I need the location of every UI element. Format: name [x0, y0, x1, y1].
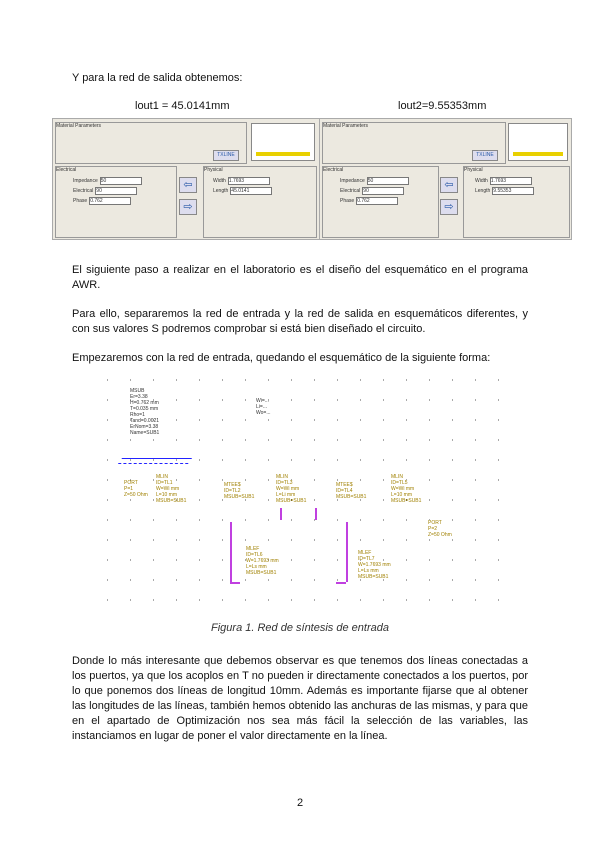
group-title: Material Parameters [323, 123, 369, 129]
field-label: Width [213, 178, 226, 184]
txline-dialog-left [52, 118, 320, 240]
intro-text: Y para la red de salida obtenemos: [72, 72, 243, 84]
schematic-figure [96, 370, 510, 610]
tl3-label: MLIN ID=TL3 W=Wi mm L=Li mm MSUB=SUB1 [276, 474, 307, 504]
field-label: Impedance [340, 178, 365, 184]
electrical-input[interactable]: 90 [95, 187, 137, 195]
page-number: 2 [296, 797, 304, 809]
arrow-left-button[interactable]: ⇦ [179, 177, 197, 193]
substrate-icon [118, 458, 192, 464]
field-label: Phase [73, 198, 88, 204]
stub2-end [336, 582, 346, 584]
field-label: Length [475, 188, 491, 194]
width-input[interactable]: 1.7693 [490, 177, 532, 185]
arrow-left-button[interactable]: ⇦ [440, 177, 458, 193]
width-input[interactable]: 1.7693 [228, 177, 270, 185]
length-input[interactable]: 9.55353 [492, 187, 534, 195]
impedance-input[interactable]: 50 [367, 177, 409, 185]
tee1-label: MTEE$ ID=TL2 MSUB=SUB1 [224, 482, 255, 500]
port1-label: PORT P=1 Z=50 Ohm [124, 480, 148, 498]
stub1-label: MLEF ID=TL6 W=1.7693 mm L=Ls mm MSUB=SUB1 [246, 546, 279, 576]
phase-input[interactable]: 0.762 [89, 197, 131, 205]
phase-input[interactable]: 0.762 [356, 197, 398, 205]
figure-caption: Figura 1. Red de síntesis de entrada [211, 622, 389, 634]
arrow-right-button[interactable]: ⇨ [179, 199, 197, 215]
group-title: Physical [464, 167, 483, 173]
field-label: Phase [340, 198, 355, 204]
field-label: Electrical [340, 188, 361, 194]
paragraph-3: Empezaremos con la red de entrada, quedando el esquemático de la siguiente forma: [72, 352, 491, 364]
electrical-input[interactable]: 90 [362, 187, 404, 195]
tl5-label: MLIN ID=TL5 W=Wi mm L=10 mm MSUB=SUB1 [391, 474, 422, 504]
lout2-label: lout2=9.55353mm [398, 100, 487, 112]
tl3-left [280, 508, 282, 520]
group-title: Physical [204, 167, 223, 173]
paragraph-1: El siguiente paso a realizar en el laboratorio es el diseño del esquemático en el programa AWR. [72, 264, 528, 291]
field-label: Impedance [73, 178, 98, 184]
arrow-right-button[interactable]: ⇨ [440, 199, 458, 215]
stub2-line [346, 522, 348, 582]
tee2-label: MTEE$ ID=TL4 MSUB=SUB1 [336, 482, 367, 500]
group-title: Electrical [56, 167, 77, 173]
stub2-label: MLEF ID=TL7 W=1.7693 mm L=Ls mm MSUB=SUB1 [358, 550, 391, 580]
line-preview-image [508, 123, 568, 161]
paragraph-2: Para ello, separaremos la red de entrada y la red de salida en esquemáticos diferentes, y con sus valores S podremos comprobar si está bien diseñado el circuito. [72, 308, 528, 335]
impedance-input[interactable]: 50 [100, 177, 142, 185]
group-title: Electrical [323, 167, 344, 173]
txline-dialog-right [319, 118, 572, 240]
stub1-end [230, 582, 240, 584]
txline-button[interactable]: TXLINE [213, 150, 239, 161]
field-label: Length [213, 188, 229, 194]
lout1-label: lout1 = 45.0141mm [135, 100, 230, 112]
tl3-right [315, 508, 317, 520]
line-preview-image [251, 123, 315, 161]
field-label: Electrical [73, 188, 94, 194]
port2-label: PORT P=2 Z=50 Ohm [428, 520, 452, 538]
tl1-label: MLIN ID=TL1 W=Wi mm L=10 mm MSUB=SUB1 [156, 474, 187, 504]
group-title: Material Parameters [56, 123, 102, 129]
txline-button[interactable]: TXLINE [472, 150, 498, 161]
length-input[interactable]: 45.0141 [230, 187, 272, 195]
paragraph-4: Donde lo más interesante que debemos observar es que tenemos dos líneas conectadas a los puertos, ya que los acoplos en T no pueden ir directamente conectados a los puertos, por lo que ponemos dos líneas de longitud 10mm. Además es importante fijarse que al obtener las longitudes de las líneas, también hemos obtenido las anchuras de las mismas, y para que en el apartado de Optimización nos sea más fácil la selección de las variables, las instanciamos en lugar de poner el valor directamente en la línea. [72, 655, 528, 742]
stub1-line [230, 522, 232, 582]
field-label: Width [475, 178, 488, 184]
msub-label: MSUB Er=3.38 H=0.762 mm T=0.035 mm Rho=1 Tand=0.0021 ErNom=3.38 Name=SUB1 [130, 388, 160, 436]
equations-label: Wi=... Li=... Wo=... [256, 398, 271, 416]
